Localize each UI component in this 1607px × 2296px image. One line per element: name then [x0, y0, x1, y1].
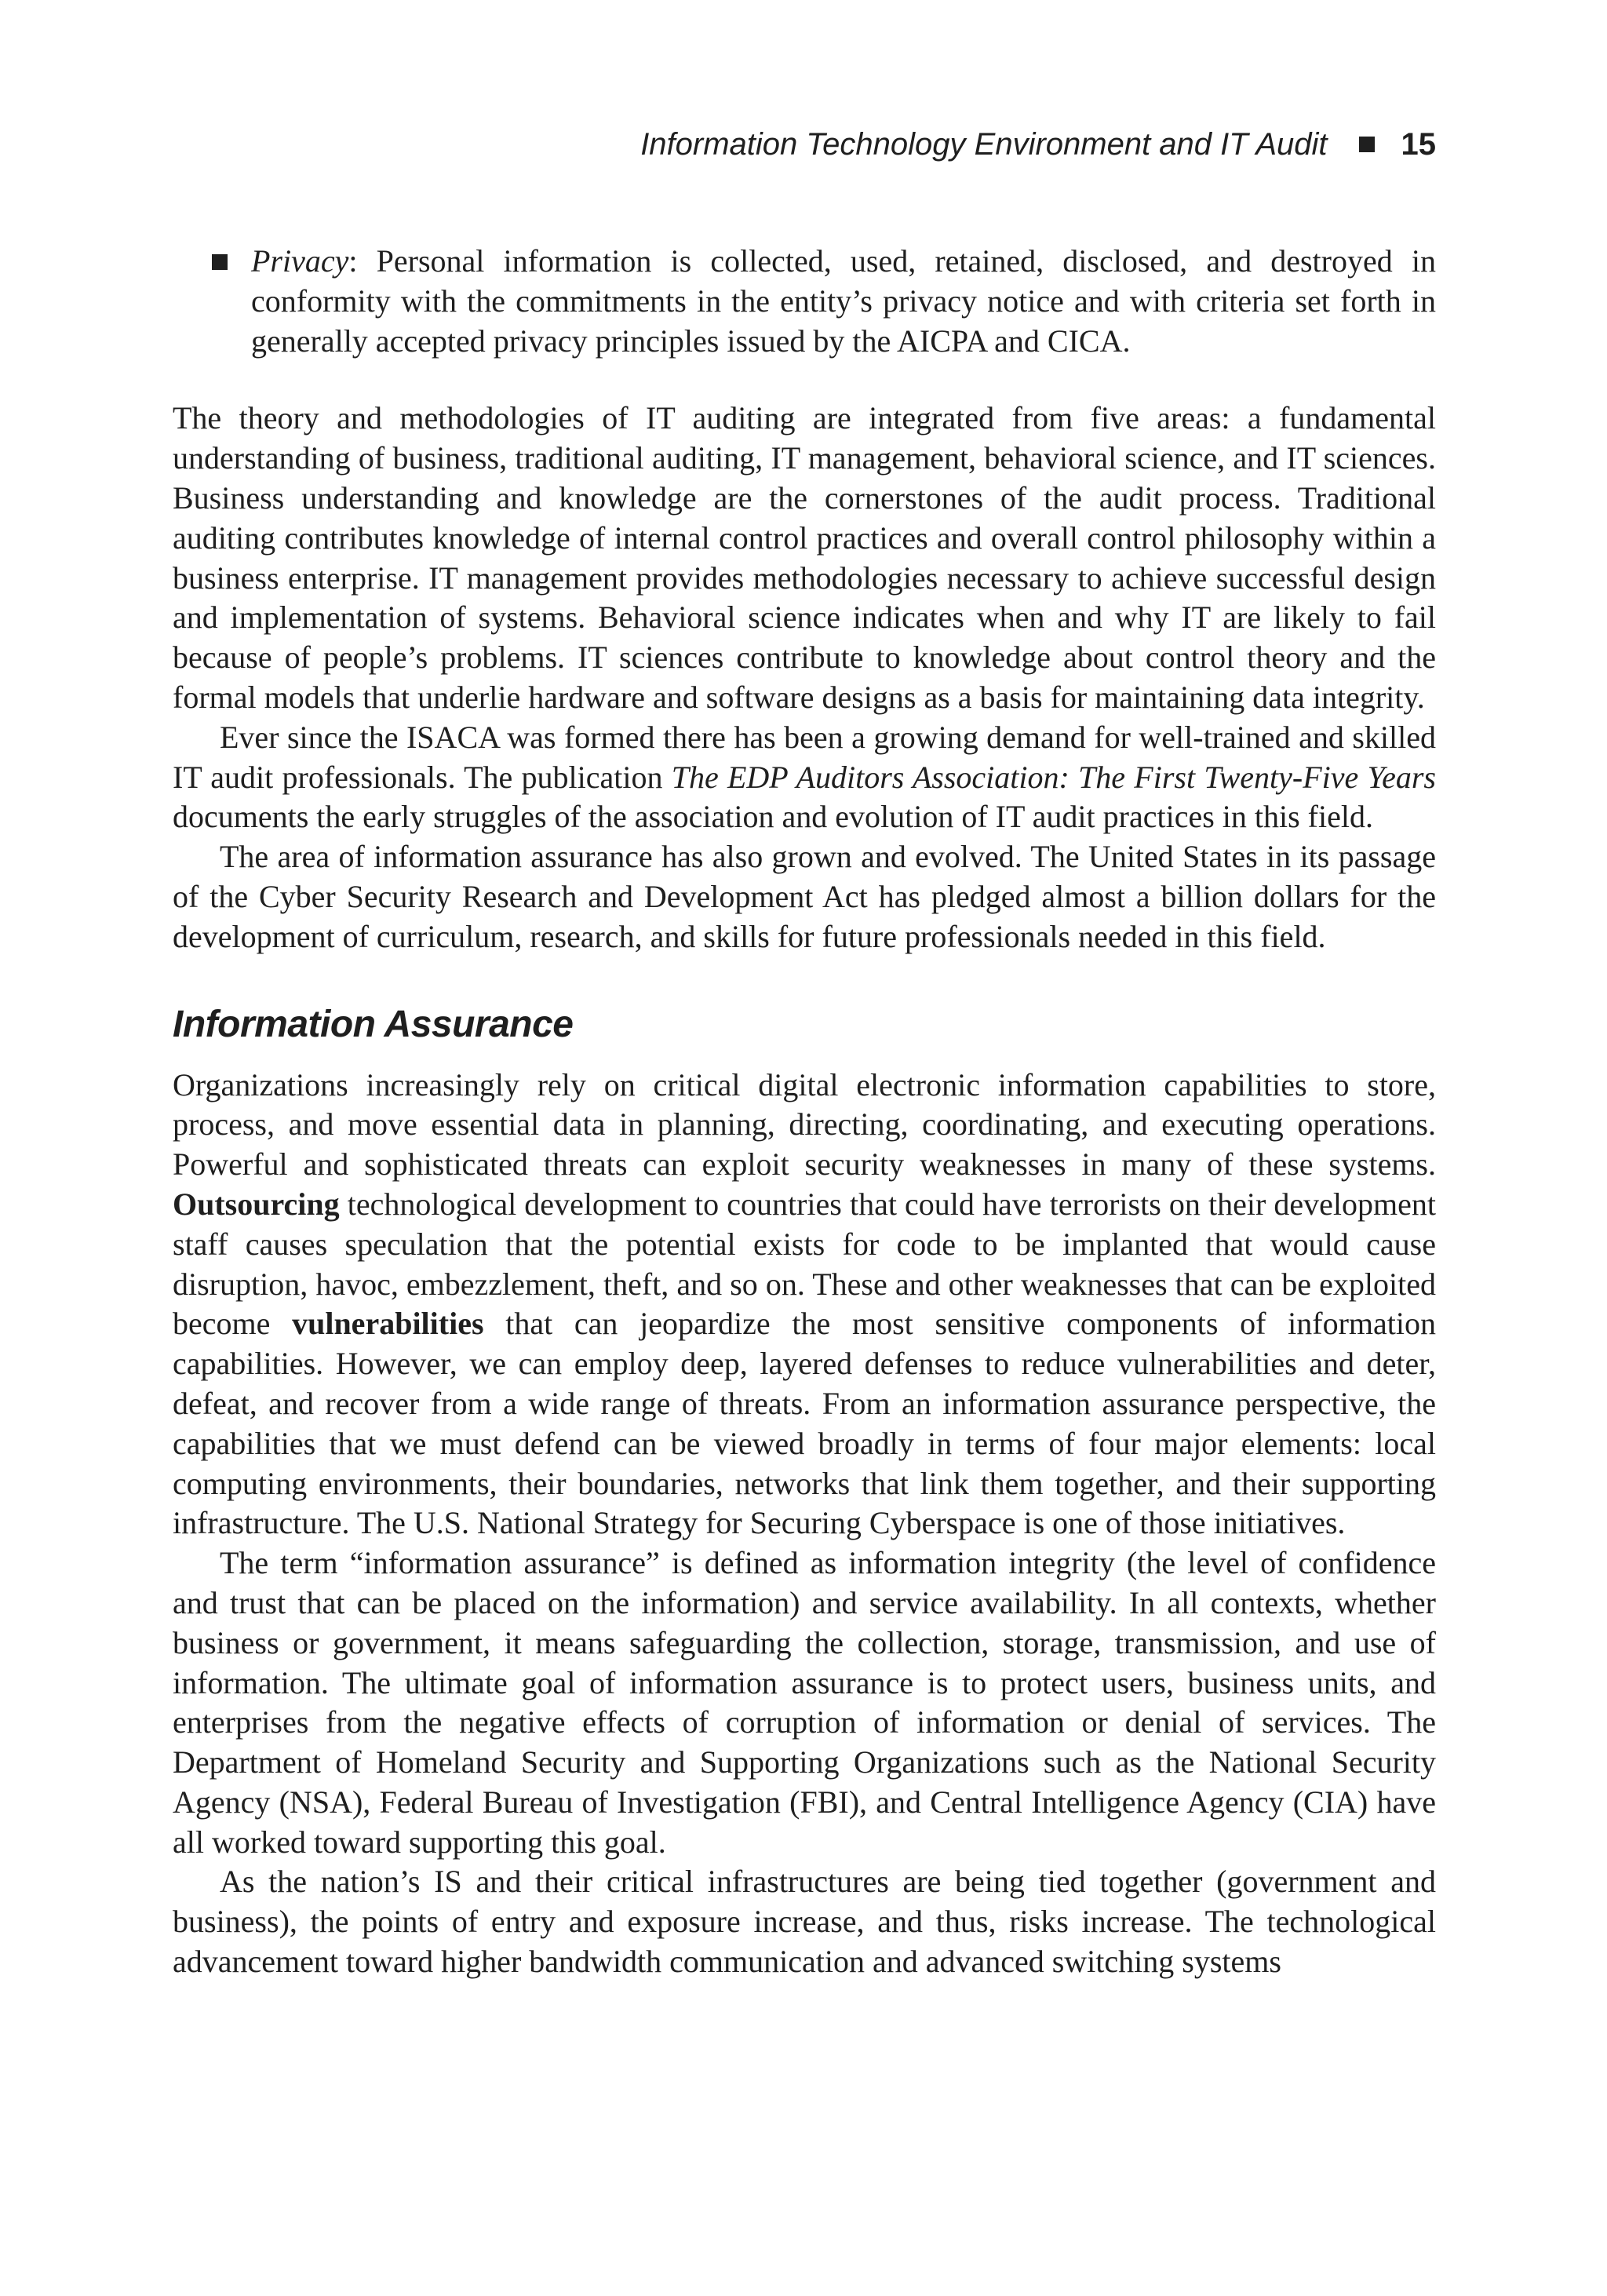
page-number: 15 — [1401, 127, 1436, 162]
paragraph-organizations-text-a: Organizations increasingly rely on critical digital electronic information capabilities to store, process, and move essential data in planning, directing, coordinating, and executing operations. Powerful and sophisticated threats can exploit security weaknesses in many of these systems. — [173, 1066, 1436, 1183]
publication-title: The EDP Auditors Association: The First Twenty-Five Years — [671, 759, 1436, 795]
body-text — [173, 242, 1436, 1982]
running-head — [0, 124, 1436, 165]
running-head-title: Information Technology Environment and IT Audit — [640, 127, 1328, 162]
paragraph-it-audit-theory: The theory and methodologies of IT auditing are integrated from five areas: a fundamental understanding of business, traditional auditing, IT management, behavioral science, and IT sciences. Business understanding and knowledge are the cornerstones of the audit process. Traditional auditing contributes knowledge of internal control practices and overall control philosophy within a business enterprise. IT management provides methodologies necessary to achieve successful design and implementation of systems. Behavioral science indicates when and why IT are likely to fail because of people’s problems. IT sciences contribute to knowledge about control theory and the formal models that underlie hardware and software designs as a basis for maintaining data integrity. — [173, 400, 1436, 715]
paragraph-isaca-text-a: Ever since the ISACA was formed there has been a growing demand for well-trained and skilled IT audit professionals. The publication — [173, 719, 1436, 795]
term-vulnerabilities: vulnerabilities — [292, 1306, 484, 1342]
paragraph-nations-is: As the nation’s IS and their critical infrastructures are being tied together (government and business), the points of entry and exposure increase, and thus, risks increase. The technological advancement toward higher bandwidth communication and advanced switching systems — [173, 1864, 1436, 1980]
bullet-text: Personal information is collected, used, retained, disclosed, and destroyed in conformity with the commitments in the entity’s privacy notice and with criteria set forth in generally accepted privacy principles issued by the AICPA and CICA. — [251, 243, 1436, 359]
paragraph-term-definition: The term “information assurance” is defined as information integrity (the level of confidence and trust that can be placed on the information) and service availability. In all contexts, whether business or government, it means safeguarding the collection, storage, transmission, and use of information. The ultimate goal of information assurance is to protect users, business units, and enterprises from the negative effects of corruption of information or denial of services. The Department of Homeland Security and Supporting Organizations such as the National Security Agency (NSA), Federal Bureau of Investigation (FBI), and Central Intelligence Agency (CIA) have all worked toward supporting this goal. — [173, 1545, 1436, 1860]
paragraph-isaca-text-b: documents the early struggles of the association and evolution of IT audit practices in this field. — [173, 799, 1373, 835]
section-heading: Information Assurance — [173, 1003, 574, 1045]
paragraph-organizations — [173, 1066, 1436, 1544]
paragraph-information-assurance-growth: The area of information assurance has also grown and evolved. The United States in its passage of the Cyber Security Research and Development Act has pledged almost a billion dollars for the development of curriculum, research, and skills for future professionals needed in this field. — [173, 839, 1436, 954]
bullet-term: Privacy — [251, 243, 349, 279]
term-outsourcing: Outsourcing — [173, 1186, 340, 1222]
bullet-colon: : — [348, 243, 358, 279]
square-bullet-icon — [1359, 137, 1375, 152]
paragraph-organizations-text-c: that can jeopardize the most sensitive components of information capabilities. However, we can employ deep, layered defenses to reduce vulnerabilities and deter, defeat, and recover from a wide range of threats. From an information assurance perspective, the capabilities that we must defend can be viewed broadly in terms of four major elements: local computing environments, their boundaries, networks that link them together, and their supporting infrastructure. The U.S. National Strategy for Securing Cyberspace is one of those initiatives. — [173, 1306, 1436, 1541]
paragraph-isaca — [173, 718, 1436, 837]
bullet-item-privacy — [173, 242, 1436, 361]
paragraph-organizations-text-b: technological development to countries that could have terrorists on their development staff causes speculation that the potential exists for code to be implanted that would cause disruption, havoc, embezzlement, theft, and so on. These and other weaknesses that can be exploited become — [173, 1186, 1436, 1342]
square-bullet-icon — [212, 254, 228, 270]
